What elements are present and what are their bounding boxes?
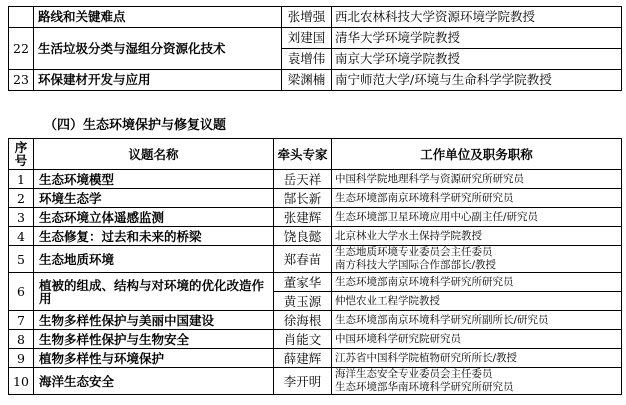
header-expert: 牵头专家 (274, 139, 332, 170)
topic-number: 4 (9, 227, 34, 246)
header-organization: 工作单位及职务职称 (332, 139, 622, 170)
expert-affiliation: 仲恺农业工程学院教授 (332, 292, 622, 311)
expert-affiliation: 生态环境部南京环境科学研究所研究员 (332, 189, 622, 208)
table-row (9, 273, 622, 292)
topic-number: 23 (9, 70, 34, 91)
expert-affiliation: 生态环境部南京环境科学研究所副所长/研究员 (332, 311, 622, 330)
topic-number: 3 (9, 208, 34, 227)
table-row (9, 368, 622, 395)
topic-name: 生物多样性保护与美丽中国建设 (34, 311, 274, 330)
table-row (9, 28, 622, 49)
topic-number (9, 7, 34, 28)
topic-name: 环保建材开发与应用 (34, 70, 282, 91)
expert-affiliation: 清华大学环境学院教授 (332, 28, 622, 49)
topic-name: 生态环境模型 (34, 170, 274, 189)
section-title: （四）生态环境保护与修复议题 (44, 118, 227, 133)
expert-affiliation (332, 246, 622, 273)
expert-affiliation: 中国科学院地理科学与资源研究所研究员 (332, 170, 622, 189)
affiliation-line: 生态环境部华南环境科学研究所研究员 (335, 381, 514, 393)
topic-number: 5 (9, 246, 34, 273)
affiliation-line: 生态地质环境专业委员会主任委员 (335, 246, 493, 258)
lead-expert: 张建辉 (274, 208, 332, 227)
expert-affiliation: 西北农林科技大学资源环境学院教授 (332, 7, 622, 28)
lead-expert: 刘建国 (282, 28, 332, 49)
topic-name: 生态修复：过去和未来的桥梁 (34, 227, 274, 246)
lead-expert: 薛建辉 (274, 349, 332, 368)
expert-affiliation: 生态环境部卫星环境应用中心副主任/研究员 (332, 208, 622, 227)
topic-number: 8 (9, 330, 34, 349)
table-row (9, 246, 622, 273)
topic-name: 生态地质环境 (34, 246, 274, 273)
expert-affiliation: 北京林业大学水土保持学院教授 (332, 227, 622, 246)
table-row (9, 189, 622, 208)
table-row (9, 170, 622, 189)
lead-expert: 饶良懿 (274, 227, 332, 246)
lead-expert: 董家华 (274, 273, 332, 292)
lead-expert: 袁增伟 (282, 49, 332, 70)
table-row (9, 7, 622, 28)
topic-name: 生活垃圾分类与湿组分资源化技术 (34, 28, 282, 70)
table-header-row (9, 139, 622, 170)
topic-name: 植被的组成、结构与对环境的优化改造作用 (34, 273, 274, 311)
topic-name: 植物多样性与环境保护 (34, 349, 274, 368)
previous-topics-table (8, 6, 622, 91)
affiliation-line: 南方科技大学国际合作部部长/教授 (335, 259, 497, 271)
table-row (9, 208, 622, 227)
table-row (9, 349, 622, 368)
topic-number: 2 (9, 189, 34, 208)
lead-expert: 张增强 (282, 7, 332, 28)
lead-expert: 梁渊楠 (282, 70, 332, 91)
expert-affiliation (332, 368, 622, 395)
topic-number: 22 (9, 28, 34, 70)
ecology-topics-table (8, 138, 622, 395)
topic-number: 7 (9, 311, 34, 330)
topic-name: 路线和关键难点 (34, 7, 282, 28)
header-topic: 议题名称 (34, 139, 274, 170)
table-row (9, 330, 622, 349)
table-row (9, 227, 622, 246)
table-row (9, 311, 622, 330)
lead-expert: 郜长新 (274, 189, 332, 208)
topic-name: 生态环境立体遥感监测 (34, 208, 274, 227)
expert-affiliation: 南京大学环境学院教授 (332, 49, 622, 70)
expert-affiliation: 生态环境部南京环境科学研究所研究员 (332, 273, 622, 292)
topic-name: 海洋生态安全 (34, 368, 274, 395)
topic-name: 环境生态学 (34, 189, 274, 208)
lead-expert: 肖能文 (274, 330, 332, 349)
topic-name: 生物多样性保护与生物安全 (34, 330, 274, 349)
lead-expert: 徐海根 (274, 311, 332, 330)
expert-affiliation: 江苏省中国科学院植物研究所所长/教授 (332, 349, 622, 368)
affiliation-line: 海洋生态安全专业委员会主任委员 (335, 368, 493, 380)
topic-number: 9 (9, 349, 34, 368)
topic-number: 6 (9, 273, 34, 311)
header-number: 序号 (9, 139, 34, 170)
expert-affiliation: 中国环境科学研究院研究员 (332, 330, 622, 349)
lead-expert: 黄玉源 (274, 292, 332, 311)
lead-expert: 岳天祥 (274, 170, 332, 189)
lead-expert: 郑春苗 (274, 246, 332, 273)
topic-number: 1 (9, 170, 34, 189)
topic-number: 10 (9, 368, 34, 395)
lead-expert: 李开明 (274, 368, 332, 395)
table-row (9, 70, 622, 91)
expert-affiliation: 南宁师范大学/环境与生命科学学院教授 (332, 70, 622, 91)
